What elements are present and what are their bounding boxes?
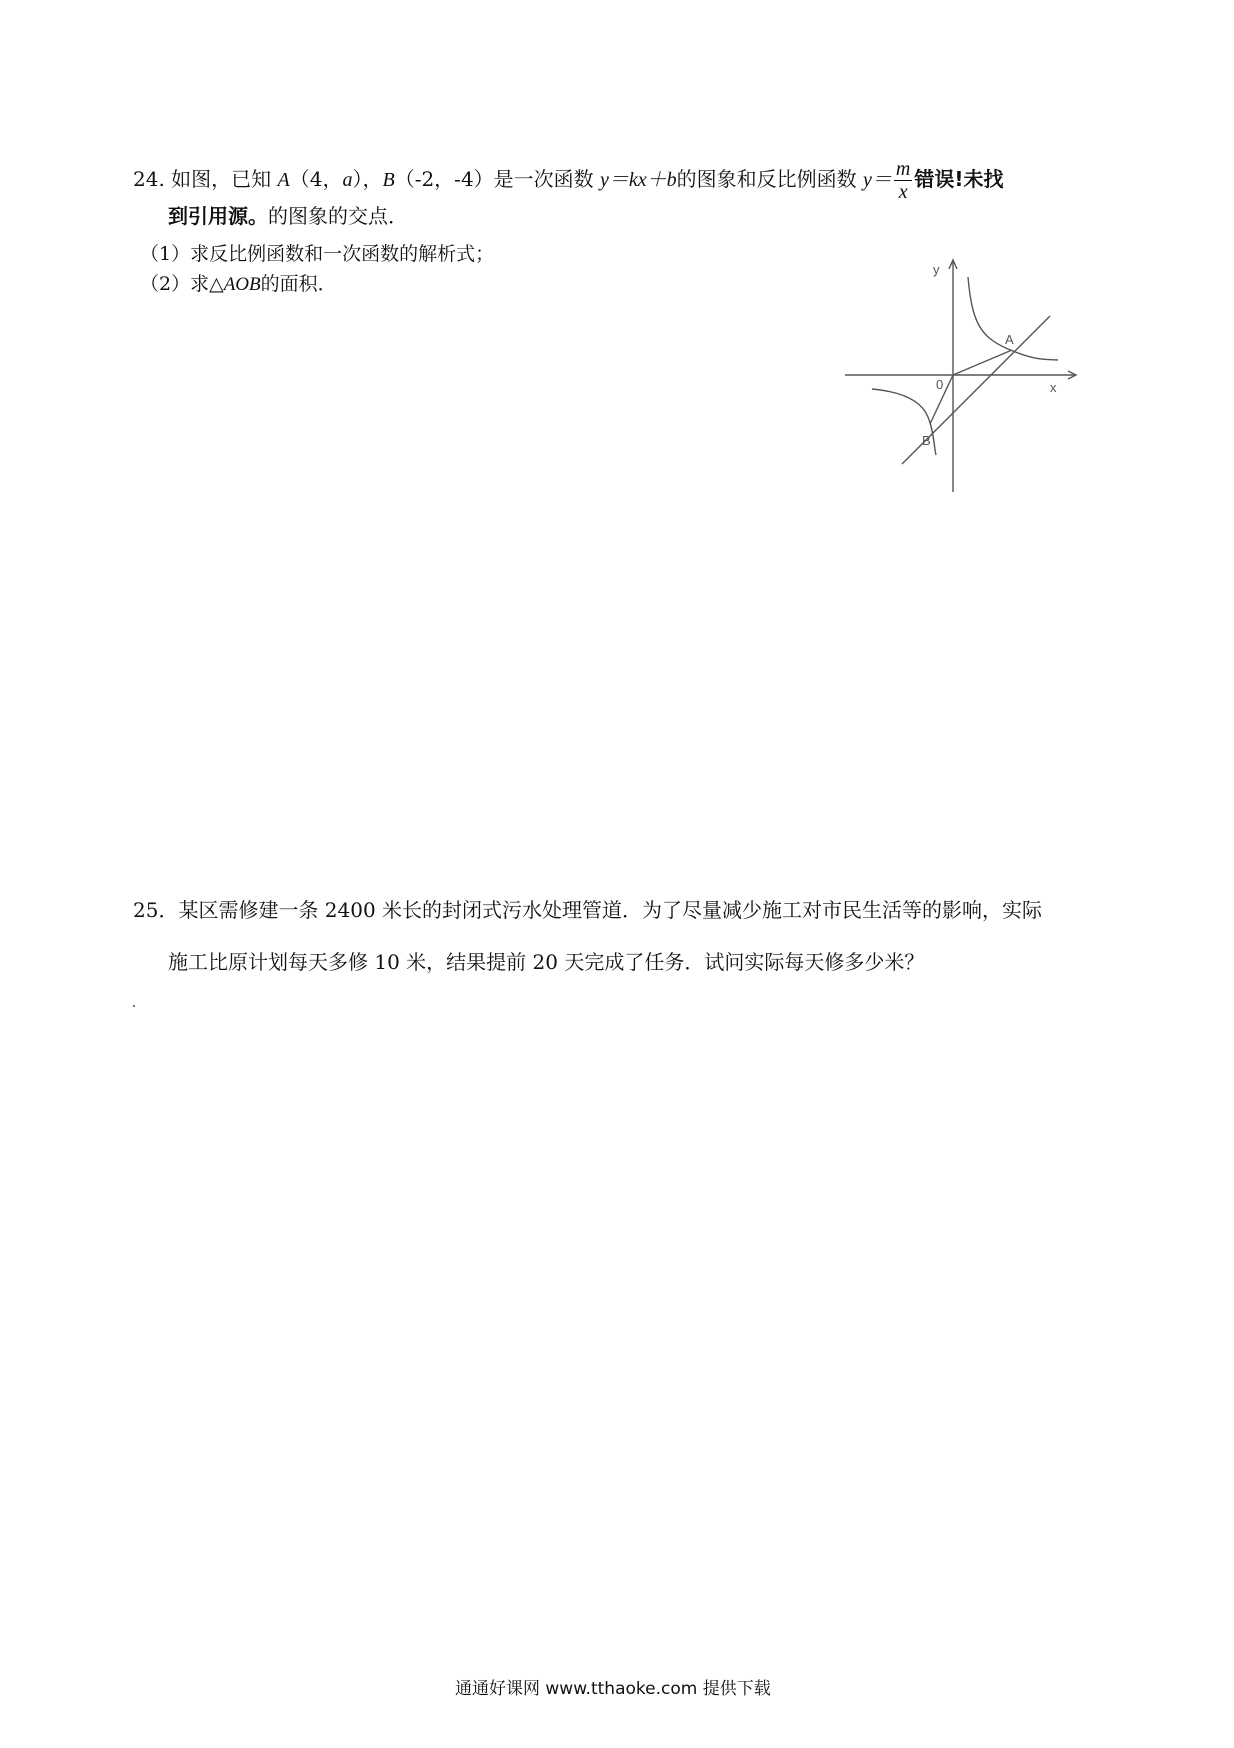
q24-intro: 如图，已知 xyxy=(171,167,272,191)
q24-frac-num: m xyxy=(895,158,911,180)
q24-sub2-post: 的面积． xyxy=(260,273,337,295)
q24-point-b-label: B xyxy=(382,169,395,191)
q24-end-text: 的图象的交点． xyxy=(268,204,408,228)
hyperbola-branch-upper xyxy=(968,277,1058,360)
graph-a-label: A xyxy=(1005,332,1014,347)
q24-point-b-coords: （-2，-4）是一次函数 xyxy=(394,167,594,191)
scan-speck xyxy=(133,1005,135,1007)
q24-frac-den: x xyxy=(898,181,908,203)
q24-sub2-pre: （2）求△ xyxy=(140,273,224,295)
q24-sub2-tri: AOB xyxy=(223,274,261,295)
q25-line2: 施工比原计划每天多修 10 米，结果提前 20 天完成了任务．试问实际每天修多少米？ xyxy=(168,950,925,974)
graph-origin-label: 0 xyxy=(936,377,944,392)
q24-error-text-2: 到引用源。 xyxy=(168,204,268,228)
q24-sub2 xyxy=(140,272,337,297)
q24-linear-fn: y＝kx＋b xyxy=(600,169,677,191)
q24-inverse-y: y＝ xyxy=(863,169,892,191)
graph-b-label: B xyxy=(922,433,931,448)
q24-graph xyxy=(840,252,1090,497)
q24-point-a-param: a xyxy=(342,169,353,191)
q24-point-a-label: A xyxy=(277,169,290,191)
q24-line1 xyxy=(133,158,1004,203)
q24-point-a-close: ）， xyxy=(352,167,383,191)
graph-y-label: y xyxy=(933,262,940,277)
footer-text: 通通好课网 www.tthaoke.com 提供下载 xyxy=(455,1679,771,1699)
q24-sub1: （1）求反比例函数和一次函数的解析式； xyxy=(140,243,495,265)
q25-line1: 25．某区需修建一条 2400 米长的封闭式污水处理管道．为了尽量减少施工对市民生活等的影响，实际 xyxy=(133,898,1043,922)
q24-error-text-1: 错误!未找 xyxy=(914,167,1004,191)
q24-line2 xyxy=(168,204,408,228)
q24-mid-text: 的图象和反比例函数 xyxy=(676,167,857,191)
graph-x-label: x xyxy=(1050,380,1057,395)
q24-point-a-coords: （4， xyxy=(289,167,343,191)
q24-fraction xyxy=(894,158,912,203)
q24-number: 24. xyxy=(133,167,165,191)
